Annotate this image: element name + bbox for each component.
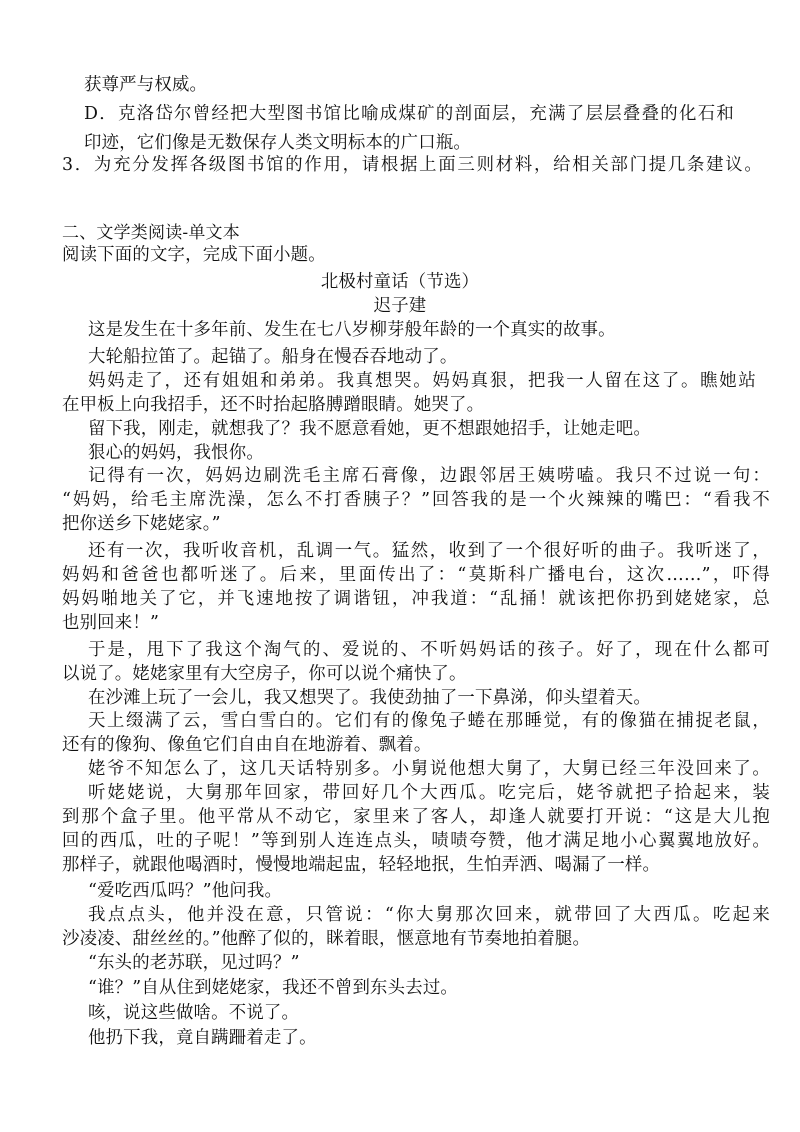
story-line: 记得有一次，妈妈边刷洗毛主席石膏像，边跟邻居王姨唠嗑。我只不过说一句：	[88, 466, 770, 486]
story-line: “东头的老苏联，见过吗？”	[88, 953, 300, 973]
text-line-honor: 获尊严与权威。	[84, 75, 208, 95]
story-line: “爱吃西瓜吗？”他问我。	[88, 881, 283, 901]
story-line: 我点点头，他并没在意，只管说：“你大舅那次回来，就带回了大西瓜。吃起来	[88, 905, 770, 925]
story-line: 这是发生在十多年前、发生在七八岁柳芽般年龄的一个真实的故事。	[88, 320, 616, 340]
story-line: 留下我，刚走，就想我了？我不愿意看她，更不想跟她招手，让她走吧。	[88, 419, 651, 439]
story-line: 妈妈走了，还有姐姐和弟弟。我真想哭。妈妈真狠，把我一人留在这了。瞧她站	[88, 371, 756, 391]
story-author: 迟子建	[373, 296, 427, 316]
story-line: 到那个盒子里。他平常从不动它，家里来了客人，却逢人就要打开说：“这是大儿抱	[62, 807, 770, 827]
story-line: 沙凌凌、甜丝丝的。”他醉了似的，眯着眼，惬意地有节奏地拍着腿。	[62, 929, 591, 949]
story-title: 北极村童话（节选）	[320, 272, 480, 292]
section-instruction: 阅读下面的文字，完成下面小题。	[62, 245, 326, 265]
story-line: 听姥姥说，大舅那年回家，带回好几个大西瓜。吃完后，姥爷就把子拾起来，装	[88, 783, 770, 803]
story-line: 他扔下我，竟自蹒跚着走了。	[88, 1028, 317, 1048]
story-line: 大轮船拉笛了。起锚了。船身在慢吞吞地动了。	[88, 347, 458, 367]
story-line: 天上缀满了云，雪白雪白的。它们有的像兔子蜷在那睡觉，有的像猫在捕捉老鼠，	[88, 711, 770, 731]
story-line: 姥爷不知怎么了，这几天话特别多。小舅说他想大舅了，大舅已经三年没回来了。	[88, 759, 770, 779]
story-line: 以说了。姥姥家里有大空房子，你可以说个痛快了。	[62, 664, 467, 684]
story-line: “谁？”自从住到姥姥家，我还不曾到东头去过。	[88, 978, 458, 998]
option-d-line-1: D．克洛岱尔曾经把大型图书馆比喻成煤矿的剖面层，充满了层层叠叠的化石和	[84, 104, 734, 124]
story-line: 把你送乡下姥姥家。”	[62, 514, 221, 534]
question-3: 3．为充分发挥各级图书馆的作用，请根据上面三则材料，给相关部门提几条建议。	[62, 155, 762, 175]
story-line: 狠心的妈妈，我恨你。	[88, 443, 264, 463]
story-line: 回的西瓜，吐的子呢！”等到别人连连点头，啧啧夸赞，他才满足地小心翼翼地放好。	[62, 831, 770, 851]
story-line: 于是，甩下了我这个淘气的、爱说的、不听妈妈话的孩子。好了，现在什么都可	[88, 640, 770, 660]
story-line: 那样子，就跟他喝酒时，慢慢地端起盅，轻轻地抿，生怕弄洒、喝漏了一样。	[62, 855, 661, 875]
story-line: 妈妈和爸爸也都听迷了。后来，里面传出了：“莫斯科广播电台，这次……”，吓得	[62, 565, 770, 585]
story-line: 还有一次，我听收音机，乱调一气。猛然，收到了一个很好听的曲子。我听迷了，	[88, 541, 770, 561]
option-d-line-2: 印迹，它们像是无数保存人类文明标本的广口瓶。	[84, 133, 471, 153]
story-line: 咳，说这些做啥。不说了。	[88, 1003, 300, 1023]
story-line: “妈妈，给毛主席洗澡，怎么不打香胰子？”回答我的是一个火辣辣的嘴巴：“看我不	[62, 490, 770, 510]
story-line: 也别回来！”	[62, 613, 160, 633]
story-line: 在沙滩上玩了一会儿，我又想哭了。我使劲抽了一下鼻涕，仰头望着天。	[88, 688, 651, 708]
story-line: 还有的像狗、像鱼它们自由自在地游着、飘着。	[62, 735, 432, 755]
section-heading: 二、文学类阅读-单文本	[62, 223, 240, 243]
story-line: 在甲板上向我招手，还不时抬起胳膊蹭眼睛。她哭了。	[62, 395, 485, 415]
story-line: 妈妈啪地关了它，并飞速地按了调谐钮，冲我道：“乱捅！就该把你扔到姥姥家，总	[62, 589, 770, 609]
